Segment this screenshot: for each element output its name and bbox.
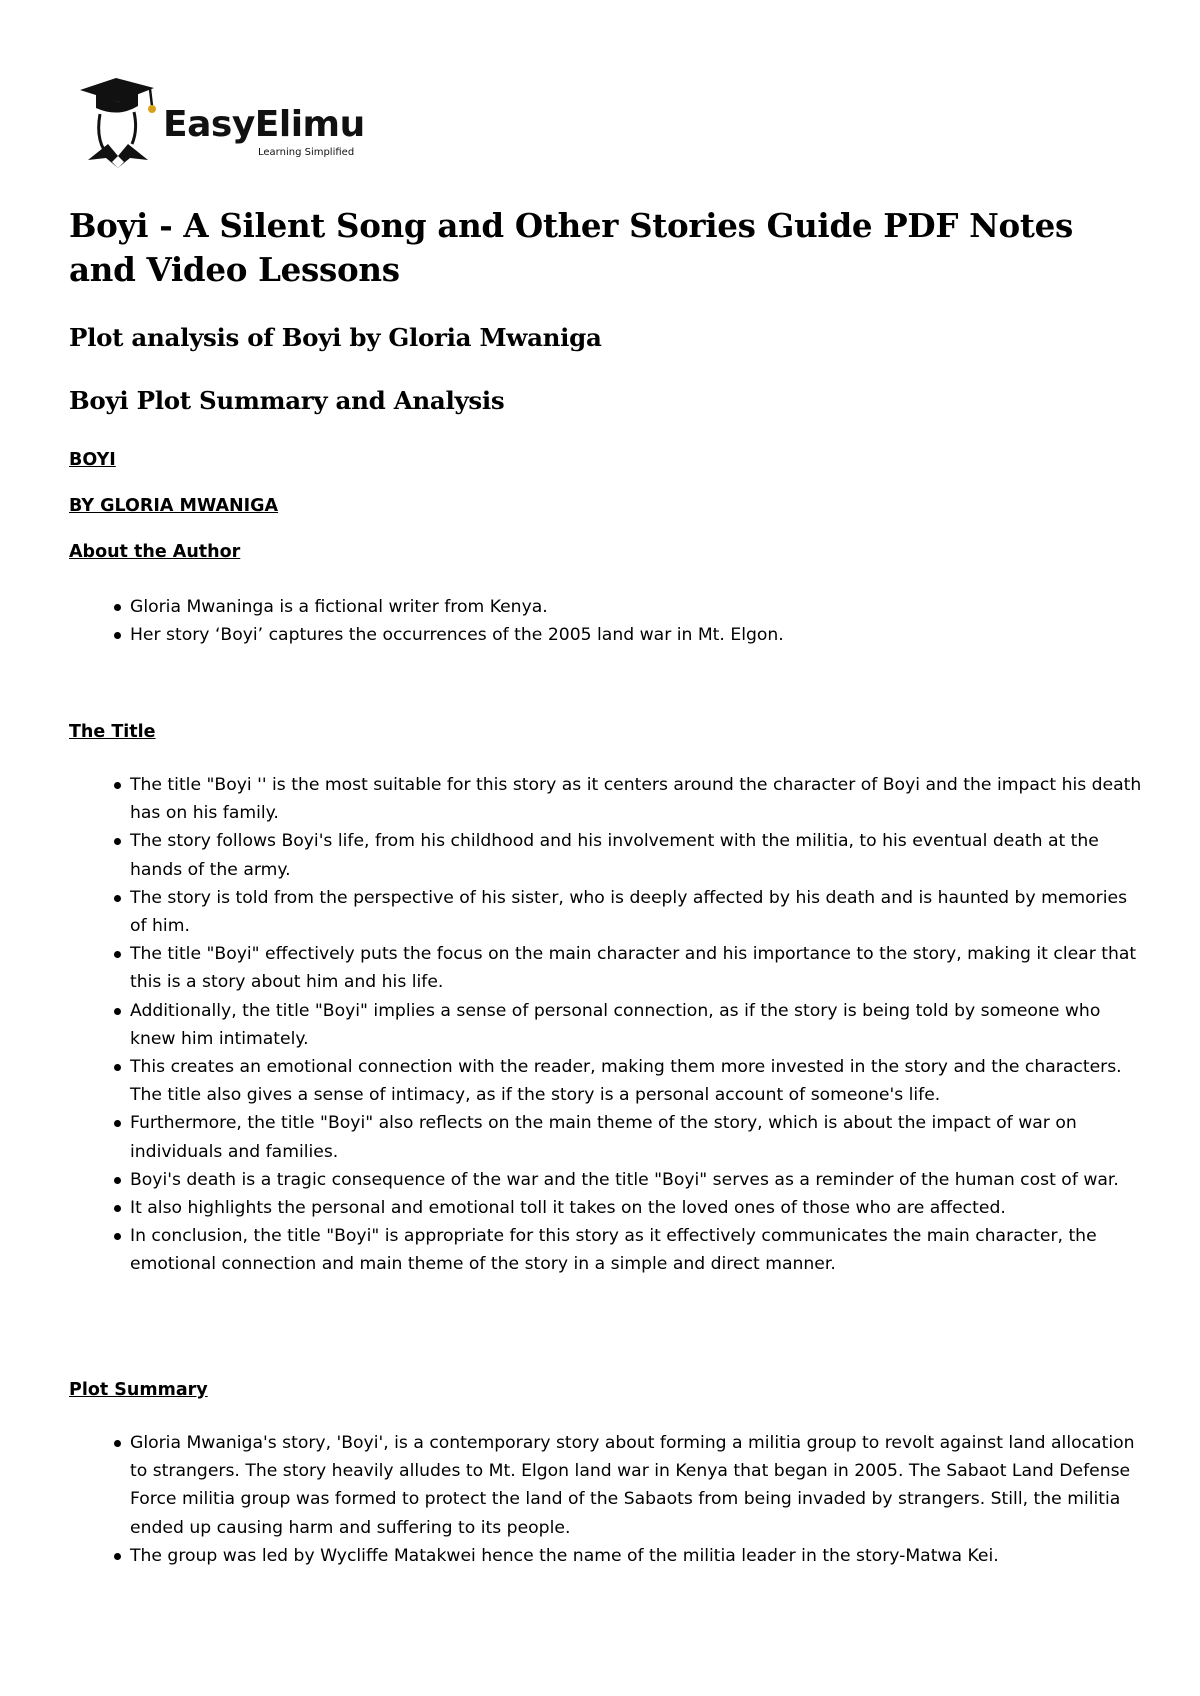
list-item: Gloria Mwaninga is a fictional writer from Kenya. (130, 593, 1145, 621)
story-label: BOYI (69, 450, 116, 470)
section-heading-author: About the Author (69, 542, 241, 562)
author-list (69, 593, 1145, 649)
list-item: The title "Boyi" effectively puts the focus on the main character and his importance to the story, making it clear that this is a story about him and his life. (130, 940, 1145, 996)
section-heading-plot-summary: Plot Summary (69, 1380, 208, 1400)
subtitle-plot-summary: Boyi Plot Summary and Analysis (69, 386, 505, 415)
graduate-cap-icon (78, 78, 170, 168)
easyelimu-logo (78, 78, 378, 168)
page-title: Boyi - A Silent Song and Other Stories Guide PDF Notes and Video Lessons (69, 206, 1073, 289)
list-item: In conclusion, the title "Boyi" is appropriate for this story as it effectively communicates the main character, the emotional connection and main theme of the story in a simple and direct manner. (130, 1222, 1145, 1278)
list-item: The story is told from the perspective of his sister, who is deeply affected by his death and is haunted by memories of him. (130, 884, 1145, 940)
section-heading-title: The Title (69, 722, 156, 742)
list-item: This creates an emotional connection with the reader, making them more invested in the story and the characters. The title also gives a sense of intimacy, as if the story is a personal account of someone's life. (130, 1053, 1145, 1109)
list-item: It also highlights the personal and emotional toll it takes on the loved ones of those who are affected. (130, 1194, 1145, 1222)
title-list (69, 771, 1145, 1279)
byline: BY GLORIA MWANIGA (69, 496, 279, 516)
list-item: Furthermore, the title "Boyi" also reflects on the main theme of the story, which is about the impact of war on individuals and families. (130, 1109, 1145, 1165)
list-item: Gloria Mwaniga's story, 'Boyi', is a contemporary story about forming a militia group to revolt against land allocation to strangers. The story heavily alludes to Mt. Elgon land war in Kenya that began in 2005. The Sabaot Land Defense Force militia group was formed to protect the land of the Sabaots from being invaded by strangers. Still, the militia ended up causing harm and suffering to its people. (130, 1429, 1145, 1542)
list-item: The title "Boyi '' is the most suitable for this story as it centers around the character of Boyi and the impact his death has on his family. (130, 771, 1145, 827)
list-item: Her story ‘Boyi’ captures the occurrences of the 2005 land war in Mt. Elgon. (130, 621, 1145, 649)
list-item: The story follows Boyi's life, from his childhood and his involvement with the militia, to his eventual death at the hands of the army. (130, 827, 1145, 883)
logo-brand-text: EasyElimu (163, 104, 365, 145)
list-item: The group was led by Wycliffe Matakwei hence the name of the militia leader in the story-Matwa Kei. (130, 1542, 1145, 1570)
list-item: Additionally, the title "Boyi" implies a sense of personal connection, as if the story is being told by someone who knew him intimately. (130, 997, 1145, 1053)
list-item: Boyi's death is a tragic consequence of the war and the title "Boyi" serves as a reminder of the human cost of war. (130, 1166, 1145, 1194)
logo-tagline: Learning Simplified (258, 147, 355, 158)
subtitle-plot-analysis: Plot analysis of Boyi by Gloria Mwaniga (69, 323, 602, 352)
plot-list (69, 1429, 1145, 1570)
